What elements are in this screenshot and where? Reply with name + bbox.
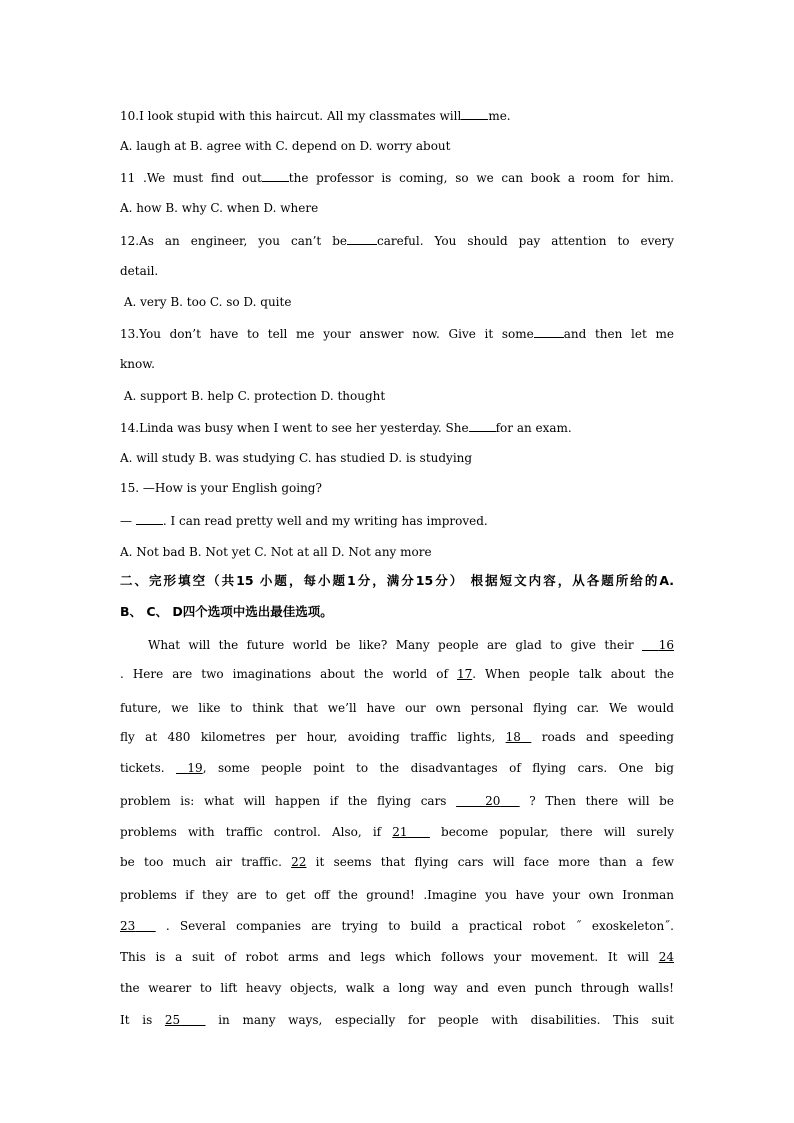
question-stem-end: careful. You should pay attention to every bbox=[376, 234, 674, 248]
blank-25[interactable] bbox=[165, 1013, 206, 1027]
passage-text: . When people talk about the bbox=[472, 667, 674, 681]
answer-blank[interactable] bbox=[347, 232, 377, 245]
passage-text: It is bbox=[120, 1013, 165, 1027]
passage-line bbox=[120, 824, 674, 840]
blank-number: 23 bbox=[120, 919, 136, 933]
passage-text: This is a suit of robot arms and legs which follows your movement. It will bbox=[120, 950, 659, 964]
question-13 bbox=[120, 325, 674, 341]
question-10-options: A. laugh at B. agree with C. depend on D. worry about bbox=[120, 139, 451, 153]
question-stem: Linda was busy when I went to see her yesterday. She bbox=[139, 421, 469, 435]
question-15 bbox=[120, 480, 322, 496]
question-12-options: A. very B. too C. so D. quite bbox=[120, 295, 292, 309]
passage-text: fly at 480 kilometres per hour, avoiding traffic lights, bbox=[120, 730, 506, 744]
question-15-reply bbox=[120, 512, 488, 528]
blank-number: 16 bbox=[658, 638, 674, 652]
blank-17[interactable]: 17 bbox=[456, 667, 473, 681]
blank-number: 25 bbox=[164, 1013, 181, 1027]
question-stem: You don’t have to tell me your answer now. Give it some bbox=[139, 327, 534, 341]
blank-20[interactable] bbox=[456, 794, 520, 808]
passage-line: problems if they are to get off the ground! .Imagine you have your own Ironman bbox=[120, 888, 674, 902]
reply-dash: — bbox=[120, 514, 136, 528]
passage-line: the wearer to lift heavy objects, walk a long way and even punch through walls! bbox=[120, 981, 674, 995]
question-11 bbox=[120, 169, 674, 185]
section-heading-continued: B、 C、 D四个选项中选出最佳选项。 bbox=[120, 604, 333, 619]
passage-text: . Here are two imaginations about the world of bbox=[120, 667, 457, 681]
passage-line bbox=[120, 760, 674, 776]
question-15-options: A. Not bad B. Not yet C. Not at all D. Not any more bbox=[120, 545, 432, 559]
question-stem-end: for an exam. bbox=[495, 421, 572, 435]
question-stem-end: the professor is coming, so we can book a room for him. bbox=[288, 171, 674, 185]
question-stem-end: me. bbox=[488, 109, 511, 123]
passage-text: ? Then there will be bbox=[519, 794, 674, 808]
question-stem: As an engineer, you can’t be bbox=[139, 234, 347, 248]
passage-line bbox=[120, 1012, 674, 1028]
answer-blank[interactable] bbox=[461, 107, 488, 120]
passage-line bbox=[148, 637, 674, 653]
question-number: 12. bbox=[120, 234, 140, 248]
blank-number: 20 bbox=[485, 794, 501, 808]
question-number: 11 . bbox=[120, 171, 147, 185]
passage-text: problems with traffic control. Also, if bbox=[120, 825, 393, 839]
question-stem: We must find out bbox=[146, 171, 262, 185]
section-heading: 二、完形填空（共15 小题，每小题1分，满分15分） 根据短文内容，从各题所给的A. bbox=[120, 573, 674, 588]
question-13-options: A. support B. help C. protection D. thought bbox=[120, 389, 386, 403]
question-12-continuation: detail. bbox=[120, 264, 159, 278]
passage-text: become popular, there will surely bbox=[429, 825, 674, 839]
question-stem: I look stupid with this haircut. All my classmates will bbox=[139, 109, 462, 123]
passage-text: , some people point to the disadvantages of flying cars. One big bbox=[202, 761, 674, 775]
passage-line bbox=[120, 793, 674, 809]
passage-text: . Several companies are trying to build a practical robot ˝ exoskeleton˝. bbox=[155, 919, 674, 933]
passage-line: future, we like to think that we’ll have our own personal flying car. We would bbox=[120, 701, 674, 715]
passage-text: in many ways, especially for people with disabilities. This suit bbox=[205, 1013, 674, 1027]
passage-line bbox=[120, 666, 674, 682]
question-14-options: A. will study B. was studying C. has studied D. is studying bbox=[120, 451, 473, 465]
question-13-continuation: know. bbox=[120, 357, 155, 371]
passage-text: tickets. bbox=[120, 761, 176, 775]
question-number: 13. bbox=[120, 327, 140, 341]
passage-text: it seems that flying cars will face more than a few bbox=[306, 855, 674, 869]
question-14 bbox=[120, 419, 572, 435]
answer-blank[interactable] bbox=[534, 325, 564, 338]
passage-text: roads and speeding bbox=[531, 730, 674, 744]
answer-blank[interactable] bbox=[469, 419, 496, 432]
blank-21[interactable] bbox=[392, 825, 430, 839]
blank-number: 21 bbox=[392, 825, 408, 839]
blank-23[interactable] bbox=[120, 919, 156, 933]
blank-16[interactable] bbox=[642, 638, 674, 652]
blank-24[interactable]: 24 bbox=[658, 950, 674, 964]
reply-text: . I can read pretty well and my writing has improved. bbox=[162, 514, 488, 528]
question-10 bbox=[120, 107, 511, 123]
question-12 bbox=[120, 232, 674, 248]
blank-22[interactable]: 22 bbox=[291, 855, 307, 869]
blank-number: 19 bbox=[187, 761, 203, 775]
answer-blank[interactable] bbox=[262, 169, 289, 182]
passage-text: problem is: what will happen if the flying cars bbox=[120, 794, 457, 808]
question-11-options: A. how B. why C. when D. where bbox=[120, 201, 319, 215]
passage-line bbox=[120, 949, 674, 965]
question-number: 15. bbox=[120, 481, 143, 495]
blank-18[interactable] bbox=[506, 730, 532, 744]
blank-19[interactable] bbox=[176, 761, 203, 775]
question-number: 14. bbox=[120, 421, 140, 435]
question-number: 10. bbox=[120, 109, 140, 123]
passage-line bbox=[120, 854, 674, 870]
question-stem: —How is your English going? bbox=[142, 481, 322, 495]
blank-number: 18 bbox=[505, 730, 521, 744]
passage-line bbox=[120, 729, 674, 745]
passage-text: What will the future world be like? Many people are glad to give their bbox=[148, 638, 642, 652]
passage-line bbox=[120, 918, 674, 934]
question-stem-end: and then let me bbox=[563, 327, 674, 341]
answer-blank[interactable] bbox=[136, 512, 163, 525]
passage-text: be too much air traffic. bbox=[120, 855, 292, 869]
